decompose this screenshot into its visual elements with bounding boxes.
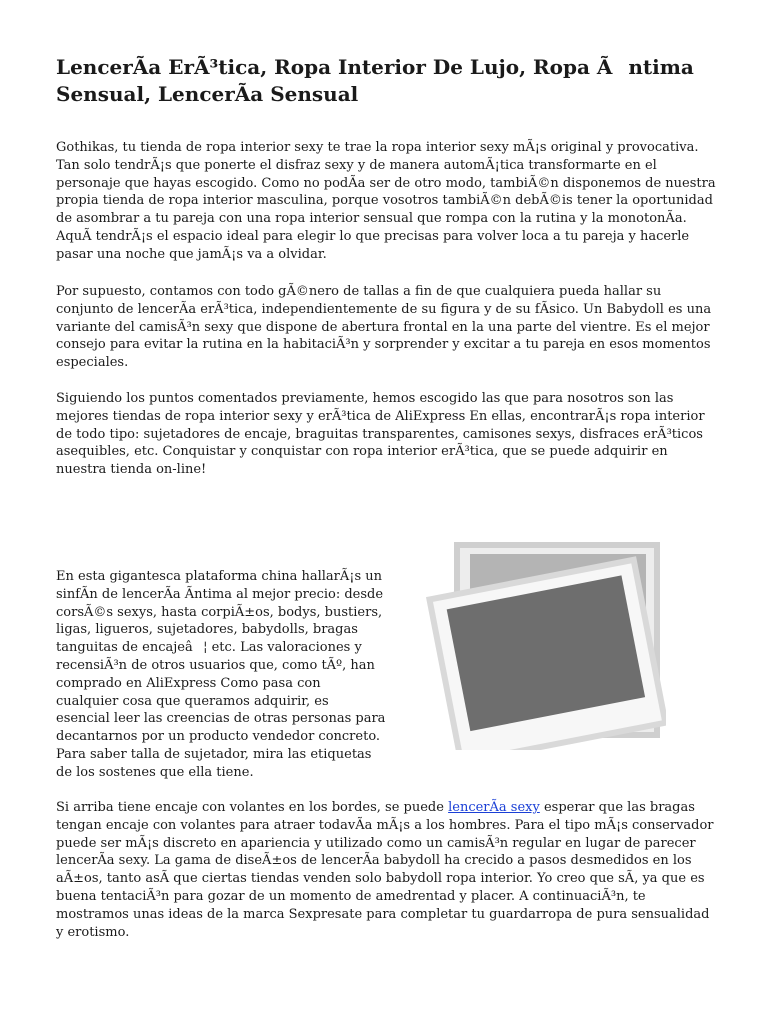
paragraph-sizes: Por supuesto, contamos con todo gÃ©nero de tallas a fin de que cualquiera pueda hallar su conjunto de lencerÃa erÃ³tica, independientemente de su figura y de su fÃsico. Un Babydoll es una variante del camisÃ³n sexy que dispone de abertura frontal en la una parte del vientre. Es el mejor consejo para evitar la rutina en la habitaciÃ³n y sorprender y excitar a tu pareja en esos momentos especiales. xyxy=(56,284,712,371)
page-title: LencerÃa ErÃ³tica, Ropa Interior De Lujo, Ropa Ãntima Sensual, LencerÃa Sensual xyxy=(56,55,694,106)
paragraph-intro: Gothikas, tu tienda de ropa interior sexy te trae la ropa interior sexy mÃ¡s original y provocativa. Tan solo tendrÃ¡s que ponerte el disfraz sexy y de manera automÃ¡tica transformarte en el personaje que hayas escogido. Como no podÃa ser de otro modo, tambiÃ©n disponemos de nuestra propia tienda de ropa interior masculina, porque vosotros tambiÃ©n debÃ©is tener la oportunidad de asombrar a tu pareja con una ropa interior sensual que rompa con la rutina y la monotonÃa. AquÃ tendrÃ¡s el espacio ideal para elegir lo que precisas para volver loca a tu pareja y hacerle pasar una noche que jamÃ¡s va a olvidar. xyxy=(56,140,716,262)
lenceria-sexy-link[interactable]: lencerÃa sexy xyxy=(448,800,540,815)
paragraph-platform: En esta gigantesca plataforma china hallarÃ¡s un sinfÃn de lencerÃa Ãntima al mejor precio: desde corsÃ©s sexys, hasta corpiÃ±os, bodys, bustiers, ligas, ligueros, sujetadores, babydolls, bragas tanguitas de encajeâ¦ etc. Las valoraciones y recensiÃ³n de otros usuarios que, como tÃº, han comprado en AliExpress Como pasa con cualquier cosa que queramos adquirir, es esencial leer las creencias de otras personas para decantarnos por un producto vendedor concreto. Para saber talla de sujetador, mira las etiquetas de los sostenes que ella tiene. xyxy=(56,569,386,780)
paragraph-lace xyxy=(56,799,716,941)
photo-placeholder-icon xyxy=(412,538,666,750)
paragraph-lace-start: Si arriba tiene encaje con volantes en los bordes, se puede xyxy=(56,800,449,815)
paragraph-aliexpress-stores: Siguiendo los puntos comentados previamente, hemos escogido las que para nosotros son las mejores tiendas de ropa interior sexy y erÃ³tica de AliExpress En ellas, encontrarÃ¡s ropa interior de todo tipo: sujetadores de encaje, braguitas transparentes, camisones sexys, disfraces erÃ³ticos asequibles, etc. Conquistar y conquistar con ropa interior erÃ³tica, que se puede adquirir en nuestra tienda on-line! xyxy=(56,391,705,478)
paragraph-lace-end: esperar que las bragas tengan encaje con volantes para atraer todavÃa mÃ¡s a los hombres. Para el tipo mÃ¡s conservador puede ser mÃ¡s discreto en apariencia y utilizado como un camisÃ³n regular en lugar de parecer lencerÃa sexy. La gama de diseÃ±os de lencerÃa babydoll ha crecido a pasos desmedidos en los aÃ±os, tanto asÃ que ciertas tiendas venden solo babydoll ropa interior. Yo creo que sÃ, ya que es buena tentaciÃ³n para gozar de un momento de amedrentad y placer. A continuaciÃ³n, te mostramos unas ideas de la marca Sexpresate para completar tu guardarropa de pura sensualidad y erotismo. xyxy=(56,800,714,940)
